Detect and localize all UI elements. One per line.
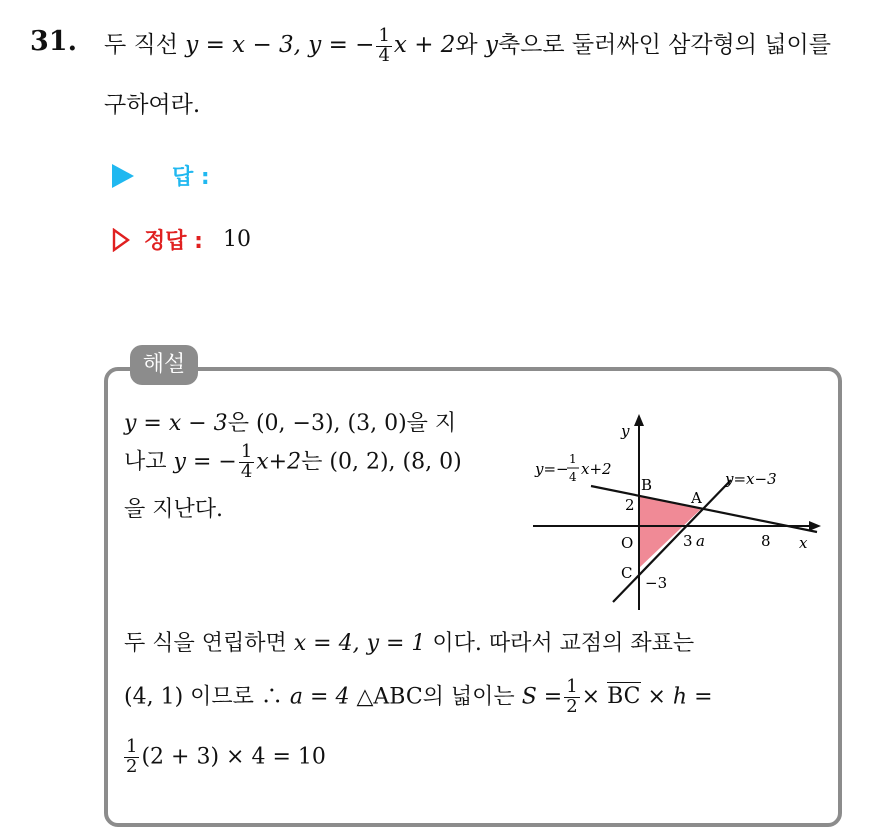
fraction-denominator: 4 xyxy=(240,460,253,482)
explanation-line-2 xyxy=(124,443,462,482)
exp-a-value: a = 4 xyxy=(289,684,350,710)
correct-answer-row xyxy=(112,224,251,255)
point-a-label: A xyxy=(691,489,702,507)
play-arrow-icon xyxy=(112,164,134,188)
question-line-1 xyxy=(104,26,831,65)
question-text-1: 두 직선 xyxy=(104,32,178,58)
exp-solution: x = 4, y = 1 xyxy=(293,631,426,656)
line1-frac-num: 1 xyxy=(569,452,577,466)
exp-text: 나고 xyxy=(124,449,167,475)
exp-area-s: S = xyxy=(521,684,563,710)
y-axis-variable: y xyxy=(484,32,498,58)
exp-text: 두 식을 연립하면 xyxy=(124,631,287,656)
question-line-2: 구하여라. xyxy=(104,92,201,118)
exp-fraction-half xyxy=(564,678,579,717)
exp-eq-2-rhs: x+2 xyxy=(256,449,302,475)
correct-answer-label: 정답 : xyxy=(144,229,203,254)
exp-text: 이므로 ∴ xyxy=(190,684,283,710)
explanation-tag: 해설 xyxy=(130,345,198,385)
exp-text: 을 지 xyxy=(406,411,457,436)
equation-2-lhs: y = − xyxy=(308,32,375,58)
line1-label-lhs: y=− xyxy=(535,460,569,478)
question-number: 31. xyxy=(30,26,77,57)
exp-points-2: (0, 2), (8, 0) xyxy=(329,449,462,475)
exp-text: 은 xyxy=(227,411,249,436)
hollow-arrow-icon xyxy=(112,228,130,252)
fraction-denominator: 4 xyxy=(378,44,390,66)
explanation-line-1 xyxy=(124,406,456,437)
exp-intersection: (4, 1) xyxy=(124,684,184,710)
equation-2-rhs: x + 2 xyxy=(393,32,456,58)
equation-1: y = x − 3, xyxy=(185,32,301,58)
fraction-numerator: 1 xyxy=(378,24,390,46)
exp-fraction-quarter xyxy=(239,443,254,482)
fraction-numerator: 1 xyxy=(240,441,253,462)
fraction-numerator: 1 xyxy=(126,736,138,757)
explanation-line-3: 을 지난다. xyxy=(124,497,223,522)
origin-label: O xyxy=(621,534,634,552)
fraction-quarter xyxy=(376,24,391,66)
fraction-numerator: 1 xyxy=(566,676,578,697)
coordinate-graph xyxy=(533,412,823,610)
y-axis-label: y xyxy=(621,422,630,440)
correct-answer-value: 10 xyxy=(222,227,251,252)
explanation-line-5 xyxy=(124,678,713,717)
exp-segment-bc: BC xyxy=(607,684,641,710)
x-axis-label: x xyxy=(799,534,808,552)
answer-row xyxy=(112,160,210,191)
exp-eq-2-lhs: y = − xyxy=(173,449,237,475)
exp-text: 는 xyxy=(301,449,323,475)
point-c-label: C xyxy=(621,564,633,582)
fraction-denominator: 2 xyxy=(126,755,138,777)
tick-2: 2 xyxy=(625,496,635,514)
explanation-line-4 xyxy=(124,626,694,657)
tick-8: 8 xyxy=(761,532,771,550)
point-b-label: B xyxy=(641,476,653,494)
exp-result: (2 + 3) × 4 = 10 xyxy=(141,744,326,770)
question-text-2: 와 xyxy=(455,32,478,58)
line2-label: y=x−3 xyxy=(725,470,777,488)
tick-a: a xyxy=(696,532,705,550)
line1-frac-den: 4 xyxy=(569,470,577,484)
exp-text: 의 넓이는 xyxy=(422,684,515,710)
x-axis-arrow-icon xyxy=(809,521,821,531)
question-text-3: 축으로 둘러싸인 삼각형의 넓이를 xyxy=(497,32,831,58)
exp-times-h: × h = xyxy=(647,684,713,710)
tick-3: 3 xyxy=(683,532,693,550)
y-axis-arrow-icon xyxy=(634,414,644,426)
tick-neg3: −3 xyxy=(645,574,668,592)
explanation-line-6 xyxy=(124,738,326,777)
exp-points-1: (0, −3), (3, 0) xyxy=(255,411,407,436)
exp-eq-1: y = x − 3 xyxy=(124,411,228,436)
fraction-denominator: 2 xyxy=(566,695,578,717)
exp-fraction-half-2 xyxy=(124,738,139,777)
exp-times: × xyxy=(581,684,601,710)
exp-triangle: △ABC xyxy=(356,684,423,710)
answer-label: 답 : xyxy=(172,165,210,190)
line1-label-rhs: x+2 xyxy=(581,460,612,478)
exp-text: 이다. 따라서 교점의 좌표는 xyxy=(432,631,695,656)
